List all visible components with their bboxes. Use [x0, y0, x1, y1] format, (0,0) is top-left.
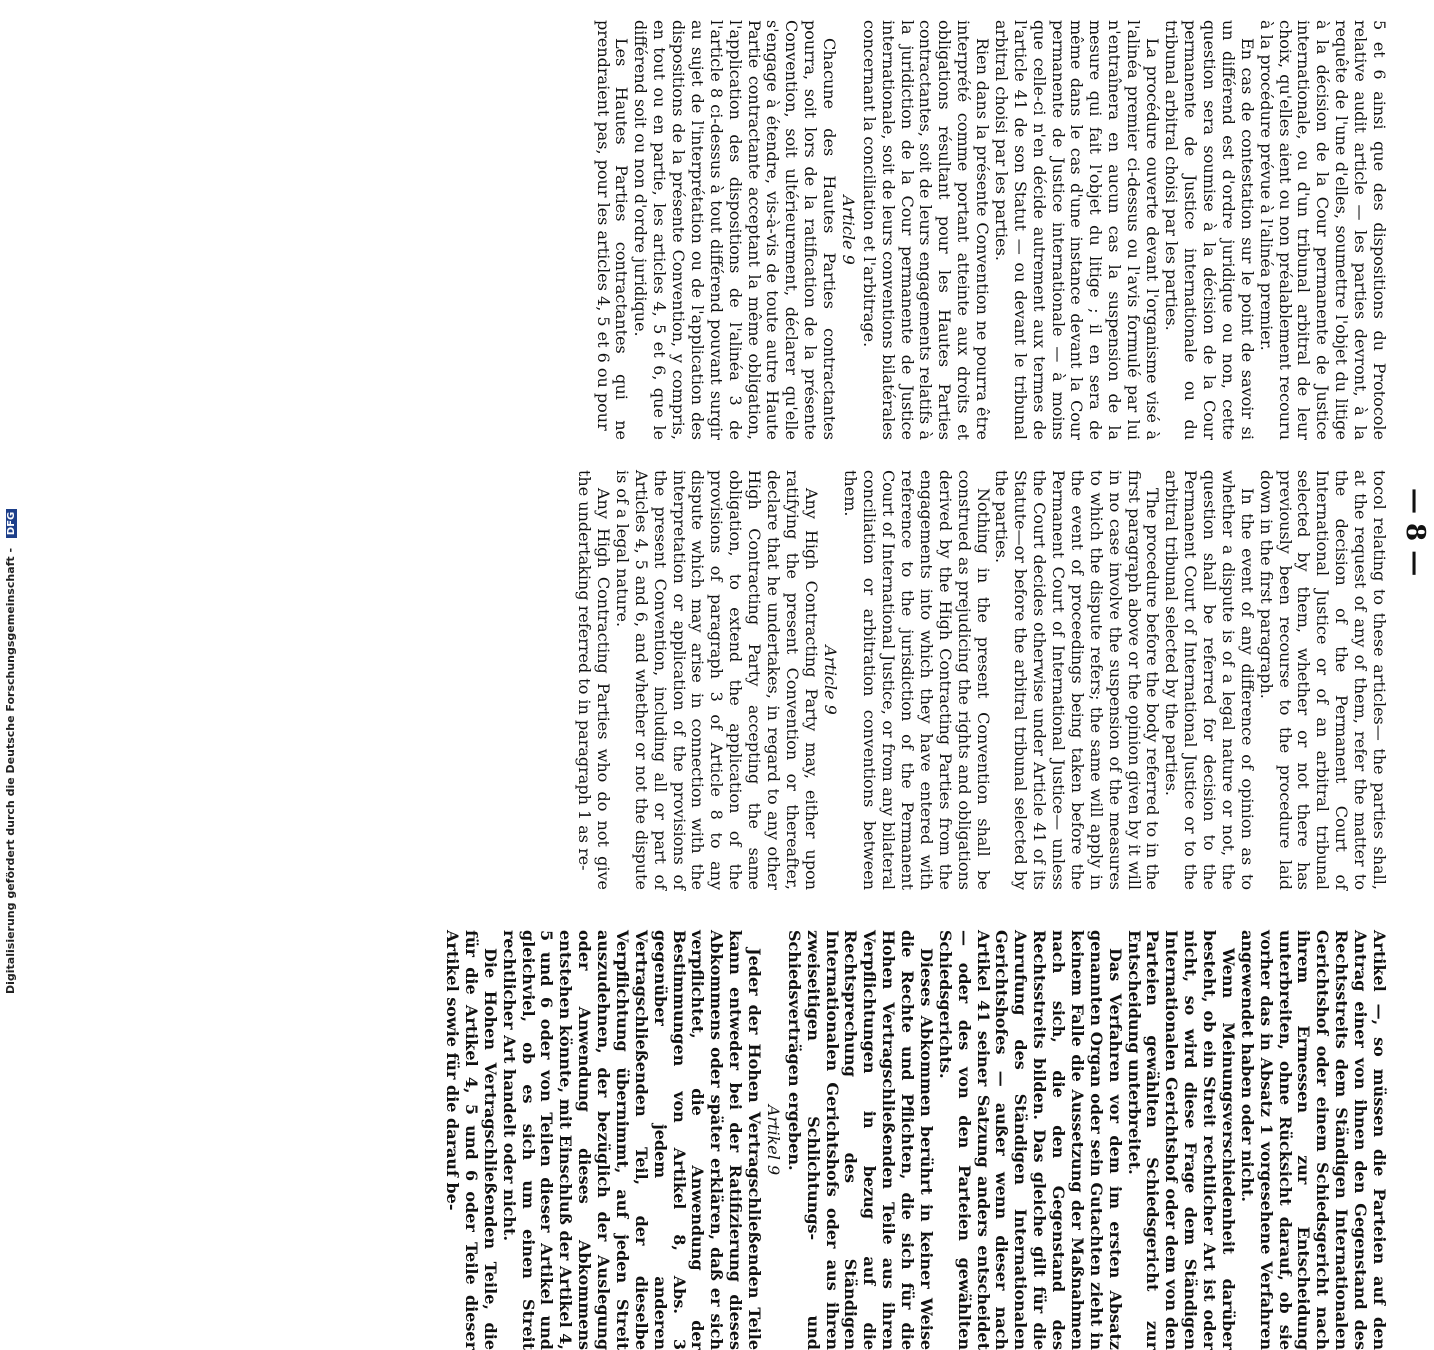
french-paragraph-2: En cas de contestation sur le point de savoir si un différend est d'ordre juridique ou non, cette question sera soumise à la décision de la Cour permanente de Justice internationale ou du tribunal arbitral choisi par les parties.: [1162, 20, 1257, 440]
german-paragraph-3: Das Verfahren vor dem im ersten Absatz genannten Organ oder sein Gutachten zieht in keinem Falle die Aussetzung der Maßnahmen nach sich, die den Gegenstand des Rechtsstreits bilden. Das gleiche gilt für die Anrufung des Ständigen Internationalen Gerichtshofes — außer wenn dieser nach Artikel 41 seiner Satzung anders entscheidet — oder des von den Parteien gewählten Schiedsgerichts.: [935, 930, 1125, 1350]
french-paragraph-6: Les Hautes Parties contractantes qui ne prendraient pas, pour les articles 4, 5 et 6 ou pour: [593, 20, 632, 440]
french-paragraph-3: La procédure ouverte devant l'organisme visé à l'alinéa premier ci-dessus ou l'avis formulé par lui n'entraînera en aucun cas la suspension de la mesure qui fait l'objet du litige ; il en sera de même dans le cas d'une instance devant la Cour permanente de Justice internationale — à moins que celle-ci n'en décide autrement aux termes de l'article 41 de son Statut — ou devant le tribunal arbitral choisi par les parties.: [992, 20, 1162, 440]
french-column-part-1: [1162, 20, 1389, 440]
german-paragraph-5: Jeder der Hohen Vertragschließenden Teile kann entweder bei der Ratifizierung dieses Abkommens oder später erklären, daß er sich verpflichtet, die Anwendung der Bestimmungen von Artikel 8, Abs. 3 gegenüber jedem anderen Vertragschließenden Teil, der dieselbe Verpflichtung übernimmt, auf jeden Streit auszudehnen, der bezüglich der Auslegung oder Anwendung dieses Abkommens entstehen könnte, mit Einschluß der Artikel 4, 5 und 6 oder von Teilen dieser Artikel und gleichviel, ob es sich um einen Streit rechtlicher Art handelt oder nicht.: [499, 930, 765, 1350]
english-article-heading: Article 9: [820, 645, 840, 715]
dfg-logo: DFG: [6, 509, 17, 538]
german-column: [442, 930, 1388, 1350]
french-paragraph-1: 5 et 6 ainsi que des dispositions du Protocole relative audit article — les parties devront, à la requête de l'une d'elles, soumettre l'objet du litige à la décision de la Cour permanente de Justice internationale, ou d'un tribunal arbitral de leur choix, qu'elles aient ou non préalablement recouru à la procédure prévue à l'alinéa premier.: [1256, 20, 1389, 440]
page-number: — 8 —: [1400, 488, 1430, 577]
english-column: [574, 470, 1388, 890]
french-paragraph-5: Chacune des Hautes Parties contractantes pourra, soit lors de la ratification de la présente Convention, soit ultérieurement, déclarer qu'elle s'engage à étendre, vis-à-vis de toute autre Haute Partie contractante acceptant la même obligation, l'application des dispositions de l'alinéa 3 de l'article 8 ci-dessus à tout différend pouvant surgir au sujet de l'interprétation ou de l'application des dispositions de la présente Convention, y compris, en tout ou en partie, les articles 4, 5 et 6, que le différend soit ou non d'ordre juridique.: [631, 20, 840, 440]
credit-text: Digitalisierung gefördert durch die Deutsche Forschungsgemeinschaft -: [4, 547, 17, 994]
german-paragraph-6: Die Hohen Vertragschließenden Teile, die für die Artikel 4, 5 und 6 oder Teile dieser Artikel sowie für die darauf be-: [443, 930, 500, 1350]
english-paragraph-4: Nothing in the present Convention shall be construed as prejudicing the rights and obligations derived by the High Contracting Parties from the engagements into which they have entered with reference to the jurisdiction of the Permanent Court of International Justice, or from any bilateral conciliation or arbitration conventions between them.: [841, 470, 993, 890]
german-article-heading: Artikel 9: [764, 1104, 783, 1176]
french-column-part-3: [593, 20, 1161, 440]
english-paragraph-5: Any High Contracting Party may, either upon ratifying the present Convention or thereafter, declare that he undertakes, in regard to any other High Contracting Party accepting the same obligation, to extend the application of the provisions of paragraph 3 of Article 8 to any dispute which may arise in connection with the interpretation or application of the provisions of the present Convention, including all or part of Articles 4, 5 and 6, and whether or not the dispute is of a legal nature.: [613, 470, 821, 890]
english-paragraph-3: The procedure before the body referred to in the first paragraph above or the opinion given by it will in no case involve the suspension of the measures to which the dispute refers; the same will apply in the event of proceedings being taken before the Permanent Court of International Justice— unless the Court decides otherwise under Article 41 of its Statute—or before the arbitral tribunal selected by the parties.: [992, 470, 1163, 890]
french-paragraph-4: Rien dans la présente Convention ne pourra être interprété comme portant atteinte aux droits et obligations résultant pour les Hautes Parties contractantes, soit de leurs engagements relatifs à la juridiction de la Cour permanente de Justice internationale, soit de leurs conventions bilatérales concernant la conciliation et l'arbitrage.: [859, 20, 993, 440]
english-paragraph-2: In the event of any difference of opinion as to whether a dispute is of a legal nature or not, the question shall be referred for decision to the Permanent Court of International Justice or to the arbitral tribunal selected by the parties.: [1162, 470, 1257, 890]
german-paragraph-1: Artikel —, so müssen die Parteien auf den Antrag einer von ihnen den Gegenstand des Rechtsstreits dem Ständigen Internationalen Gerichtshof oder einem Schiedsgericht nach ihrem Ermessen zur Entscheidung unterbreiten, ohne Rücksicht darauf, ob sie vorher das in Absatz 1 vorgesehene Verfahren angewendet haben oder nicht.: [1237, 930, 1389, 1350]
german-paragraph-4: Dieses Abkommen berührt in keiner Weise die Rechte und Pflichten, die sich für die Hohen Vertragschließenden Teile aus ihren Verpflichtungen in bezug auf die Rechtsprechung des Ständigen Internationalen Gerichtshofs oder aus ihren zweiseitigen Schlichtungs- und Schiedsverträgen ergeben.: [784, 930, 936, 1350]
digitization-credit: [4, 509, 17, 994]
french-article-heading: Article 9: [839, 195, 858, 265]
english-paragraph-1: tocol relating to these articles— the parties shall, at the request of any of them, refer the matter to the decision of the Permanent Court of International Justice or of an arbitral tribunal selected by them, whether or not there has previously been recourse to the procedure laid down in the first paragraph.: [1256, 470, 1389, 890]
english-paragraph-6: Any High Contracting Parties who do not give the undertaking referred to in paragraph 1 as re-: [575, 470, 614, 890]
german-paragraph-2: Wenn Meinungsverschiedenheit darüber besteht, ob ein Streit rechtlicher Art ist oder nicht, so wird diese Frage dem Ständigen Internationalen Gerichtshof oder dem von den Parteien gewählten Schiedsgericht zur Entscheidung unterbreitet.: [1124, 930, 1238, 1350]
